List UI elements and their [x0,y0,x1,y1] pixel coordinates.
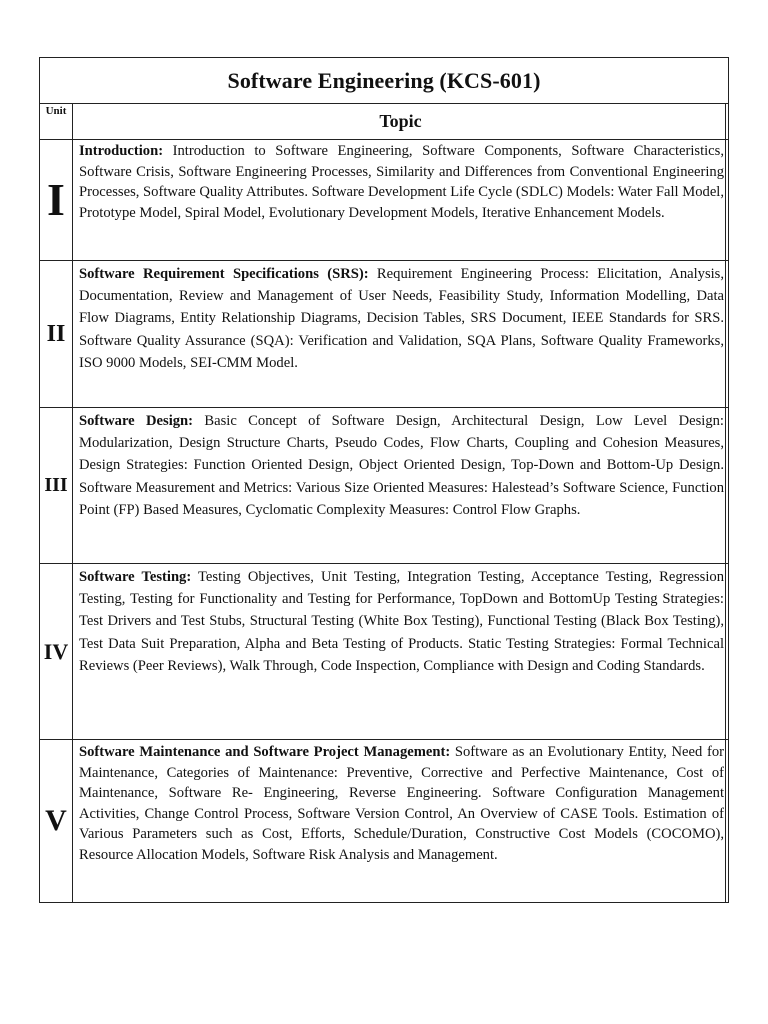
table-row-unit-3 [40,408,728,564]
topic-cell [79,410,724,521]
unit-number: I [47,174,65,225]
topic-heading: Introduction: [79,143,164,159]
table-row-unit-2 [40,261,728,408]
unit-number: III [44,474,68,496]
unit-number: V [45,804,67,837]
topic-heading: Software Requirement Specifications (SRS): [79,266,369,282]
topic-body: Testing Objectives, Unit Testing, Integration Testing, Acceptance Testing, Regression Testing, Testing for Functionality and Testing for Performance, TopDown and BottomUp Testing Strategies: Test Drivers and Test Stubs, Structural Testing (White Box Testing), Functional Testing (Black Box Testing), Test Data Suit Preparation, Alpha and Beta Testing of Products. Static Testing Strategies: Formal Technical Reviews (Peer Reviews), Walk Through, Code Inspection, Compliance with Design and Coding Standards. [79,569,724,674]
syllabus-table [39,57,729,903]
topic-body: Requirement Engineering Process: Elicitation, Analysis, Documentation, Review and Management of User Needs, Feasibility Study, Information Modelling, Data Flow Diagrams, Entity Relationship Diagrams, Decision Tables, SRS Document, IEEE Standards for SRS. Software Quality Assurance (SQA): Verification and Validation, SQA Plans, Software Quality Frameworks, ISO 9000 Models, SEI-CMM Model. [79,266,725,371]
topic-body: Introduction to Software Engineering, Software Components, Software Characteristics, Software Crisis, Software Engineering Processes, Similarity and Differences from Conventional Engineering Processes, Software Quality Attributes. Software Development Life Cycle (SDLC) Models: Water Fall Model, Prototype Model, Spiral Model, Evolutionary Development Models, Iterative Enhancement Models. [79,143,725,221]
unit-number: IV [43,638,69,664]
topic-body: Basic Concept of Software Design, Architectural Design, Low Level Design: Modularization, Design Structure Charts, Pseudo Codes, Flow Charts, Coupling and Cohesion Measures, Design Strategies: Function Oriented Design, Object Oriented Design, Top-Down and Bottom-Up Design. Software Measurement and Metrics: Various Size Oriented Measures: Halestead’s Software Science, Function Point (FP) Based Measures, Cyclomatic Complexity Measures: Control Flow Graphs. [79,413,724,518]
topic-cell [79,566,724,677]
topic-cell [79,263,724,374]
topic-heading: Software Testing: [79,569,192,585]
header-row [40,103,728,140]
unit-number: II [46,320,66,347]
table-row-unit-1 [40,139,728,261]
unit-column-header: Unit [45,105,67,117]
topic-cell [79,742,724,866]
table-row-unit-5 [40,740,728,902]
topic-column-header: Topic [379,110,422,131]
topic-heading: Software Maintenance and Software Project Management: [79,744,451,760]
page-title: Software Engineering (KCS-601) [227,67,541,93]
topic-heading: Software Design: [79,413,194,429]
table-row-unit-4 [40,564,728,740]
topic-cell [79,141,724,223]
topic-body: Software as an Evolutionary Entity, Need for Maintenance, Categories of Maintenance: Preventive, Corrective and Perfective Maintenance, Cost of Maintenance, Software Re- Engineering, Reverse Engineering. Software Configuration Management Activities, Change Control Process, Software Version Control, An Overview of CASE Tools. Estimation of Various Parameters such as Cost, Efforts, Schedule/Duration, Constructive Cost Models (COCOMO), Resource Allocation Models, Software Risk Analysis and Management. [79,744,724,863]
title-row [40,58,728,104]
